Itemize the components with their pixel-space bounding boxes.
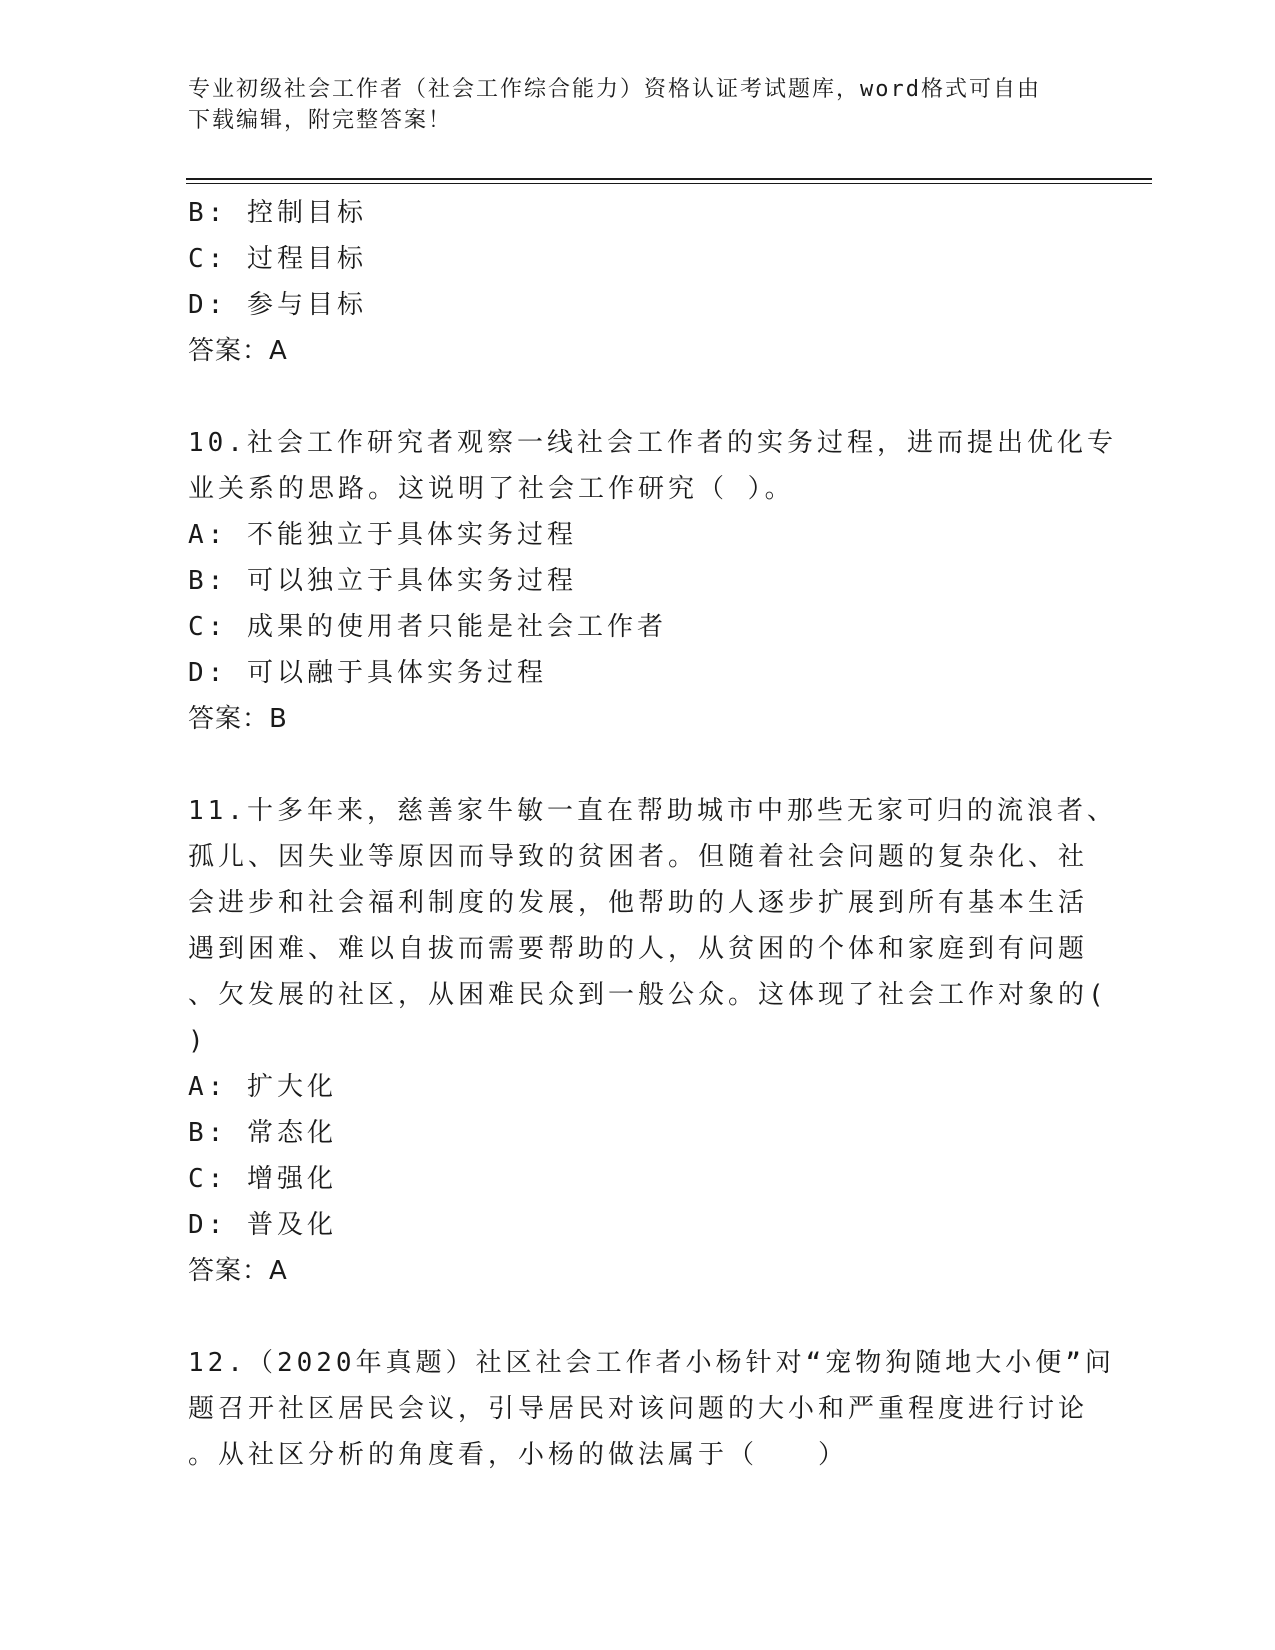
header-divider-thin [186, 183, 1152, 184]
option-d: D: 参与目标 [188, 290, 367, 320]
option-d: D: 可以融于具体实务过程 [188, 658, 547, 688]
stem-line: 12.（2020年真题）社区社会工作者小杨针对“宠物狗随地大小便”问 [188, 1348, 1115, 1378]
stem-line: 遇到困难、难以自拔而需要帮助的人，从贫困的个体和家庭到有问题 [188, 934, 1089, 964]
question-12 [188, 1340, 1115, 1478]
option-b: B: 可以独立于具体实务过程 [188, 566, 577, 596]
question-stem [188, 420, 1117, 512]
answer: 答案：A [188, 336, 288, 366]
stem-line: 11.十多年来，慈善家牛敏一直在帮助城市中那些无家可归的流浪者、 [188, 796, 1117, 826]
header-line-2: 下载编辑，附完整答案！ [188, 108, 453, 133]
question-11 [188, 788, 1117, 1294]
stem-line: 题召开社区居民会议，引导居民对该问题的大小和严重程度进行讨论 [188, 1394, 1089, 1424]
stem-line: 会进步和社会福利制度的发展，他帮助的人逐步扩展到所有基本生活 [188, 888, 1089, 918]
option-c: C: 过程目标 [188, 244, 367, 274]
answer: 答案：B [188, 704, 288, 734]
question-stem [188, 788, 1117, 1064]
answer: 答案：A [188, 1256, 288, 1286]
stem-line: ) [188, 1026, 208, 1056]
option-c: C: 成果的使用者只能是社会工作者 [188, 612, 667, 642]
stem-line: 。从社区分析的角度看，小杨的做法属于（ ） [188, 1440, 849, 1470]
header-divider-thick [186, 178, 1152, 180]
header-line-1: 专业初级社会工作者（社会工作综合能力）资格认证考试题库，word格式可自由 [188, 77, 1041, 102]
option-a: A: 不能独立于具体实务过程 [188, 520, 577, 550]
option-b: B: 常态化 [188, 1118, 337, 1148]
stem-line: 孤儿、因失业等原因而导致的贫困者。但随着社会问题的复杂化、社 [188, 842, 1089, 872]
question-9 [188, 190, 1088, 374]
option-a: A: 扩大化 [188, 1072, 337, 1102]
question-content [188, 190, 1117, 1478]
option-c: C: 增强化 [188, 1164, 337, 1194]
stem-line: 10.社会工作研究者观察一线社会工作者的实务过程，进而提出优化专 [188, 428, 1117, 458]
question-10 [188, 420, 1117, 742]
stem-line: 、欠发展的社区，从困难民众到一般公众。这体现了社会工作对象的( [188, 980, 1108, 1010]
option-d: D: 普及化 [188, 1210, 337, 1240]
question-stem [188, 1340, 1115, 1478]
page-header [188, 74, 1088, 136]
stem-line: 业关系的思路。这说明了社会工作研究（ ）。 [188, 474, 795, 504]
option-b: B: 控制目标 [188, 198, 367, 228]
